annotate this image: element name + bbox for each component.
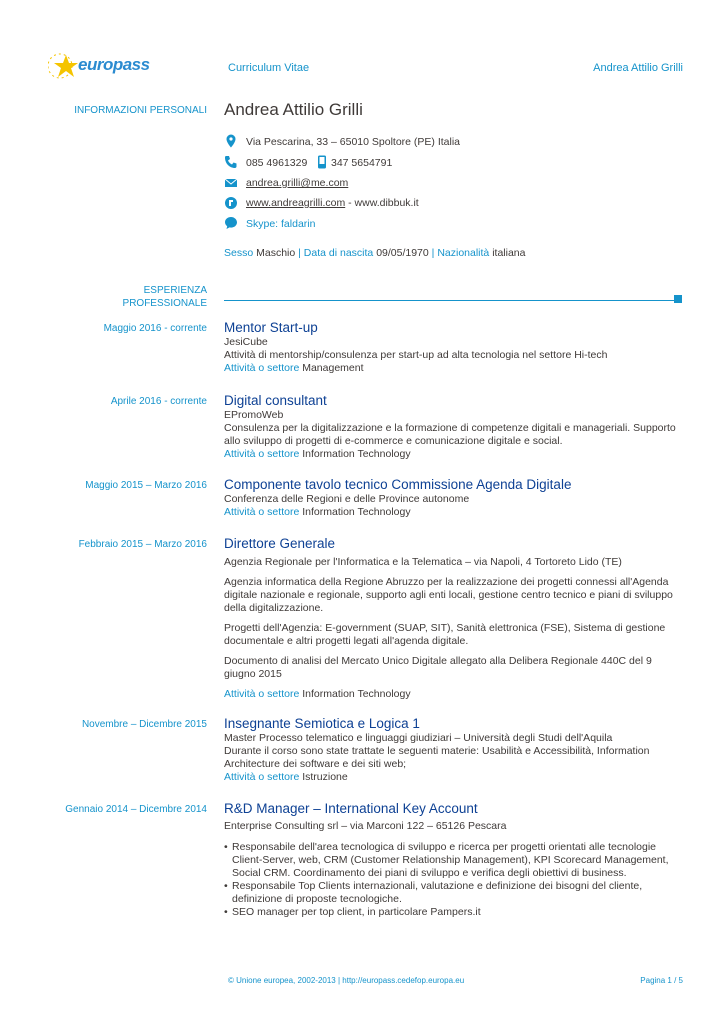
job-paragraph: Documento di analisi del Mercato Unico Digitale allegato alla Delibera Regionale 440C del 9 giugno 2015	[224, 655, 652, 680]
sector-value: Management	[302, 362, 364, 374]
job-title: Insegnante Semiotica e Logica 1	[224, 716, 420, 731]
job-entry	[224, 320, 684, 375]
header-person-name: Andrea Attilio Grilli	[593, 62, 683, 74]
logo-text: europass	[78, 55, 150, 74]
section-label-experience	[123, 284, 207, 310]
section-divider-square	[674, 295, 682, 303]
website-rest: - www.dibbuk.it	[345, 197, 419, 209]
job-org: Agenzia Regionale per l'Informatica e la Telematica – via Napoli, 4 Tortoreto Lido (TE)	[224, 556, 622, 568]
list-item: • SEO manager per top client, in particolare Pampers.it	[224, 906, 684, 919]
sector-value: Information Technology	[302, 688, 411, 700]
email-icon	[224, 176, 238, 190]
job-dates: Maggio 2015 – Marzo 2016	[85, 480, 207, 491]
nationality-label: Nazionalità	[437, 247, 490, 259]
sector-label: Attività o settore	[224, 688, 300, 700]
sector-label: Attività o settore	[224, 362, 300, 374]
sector-label: Attività o settore	[224, 506, 300, 518]
sector-value: Information Technology	[302, 448, 411, 460]
sector-label: Attività o settore	[224, 448, 300, 460]
section-label-personal: INFORMAZIONI PERSONALI	[74, 105, 207, 116]
footer-copyright: © Unione europea, 2002-2013 | http://europass.cedefop.europa.eu	[228, 976, 465, 985]
job-sector	[224, 448, 684, 461]
job-title: R&D Manager – International Key Account	[224, 801, 478, 816]
list-item: • Responsabile dell'area tecnologica di sviluppo e ricerca per progetti orientati alle tecnologie Client-Server, web, CRM (Customer Relationship Management), KPI Scorecard Management, Social CRM. Coordinamento dei piani di sviluppo e verifica degli obiettivi di business.	[224, 841, 684, 880]
job-org: Enterprise Consulting srl – via Marconi 122 – 65126 Pescara	[224, 820, 507, 832]
job-title: Componente tavolo tecnico Commissione Agenda Digitale	[224, 477, 572, 492]
job-dates: Maggio 2016 - corrente	[103, 323, 207, 334]
sex-value: Maschio	[256, 247, 296, 259]
section-divider	[224, 300, 676, 301]
sector-label: Attività o settore	[224, 771, 300, 783]
job-sector	[224, 506, 684, 519]
job-org: Conferenza delle Regioni e delle Province autonome	[224, 493, 470, 505]
list-item: • Responsabile Top Clients internazionali, valutazione e definizione dei bisogni del cliente, definizione di proposte tecnologiche.	[224, 880, 684, 906]
dob-label: Data di nascita	[303, 247, 374, 259]
job-paragraph: Progetti dell'Agenzia: E-government (SUAP, SIT), Sanità elettronica (FSE), Sistema di gestione documentale e altri progetti legati all'agenda digitale.	[224, 622, 666, 647]
job-dates: Novembre – Dicembre 2015	[81, 719, 207, 730]
job-sector	[224, 771, 684, 784]
job-org: Master Processo telematico e linguaggi giudiziari – Università degli Studi dell'Aquila	[224, 732, 613, 744]
section-label-line-1: ESPERIENZA	[143, 285, 207, 296]
job-title: Mentor Start-up	[224, 320, 318, 335]
job-entry	[224, 716, 684, 784]
section-label-line-2: PROFESSIONALE	[122, 298, 207, 309]
mobile: 347 5654791	[331, 157, 393, 169]
sex-label: Sesso	[224, 247, 254, 259]
job-org: EPromoWeb	[224, 409, 284, 421]
website-link[interactable]: www.andreagrilli.com	[246, 197, 346, 209]
header-doc-title: Curriculum Vitae	[228, 62, 310, 74]
sector-value: Istruzione	[302, 771, 348, 783]
job-entry	[224, 477, 684, 519]
job-sector	[224, 688, 684, 701]
job-bullets	[224, 841, 684, 919]
sector-value: Information Technology	[302, 506, 411, 518]
job-org: JesiCube	[224, 336, 268, 348]
website-icon	[224, 196, 238, 210]
skype: Skype: faldarin	[246, 218, 316, 230]
phone-icon	[224, 155, 238, 169]
person-name: Andrea Attilio Grilli	[224, 100, 363, 119]
europass-logo	[48, 50, 158, 82]
job-title: Digital consultant	[224, 393, 327, 408]
nationality-value: italiana	[492, 247, 526, 259]
dob-value: 09/05/1970	[376, 247, 429, 259]
address: Via Pescarina, 33 – 65010 Spoltore (PE) Italia	[246, 136, 461, 148]
job-dates: Febbraio 2015 – Marzo 2016	[78, 539, 207, 550]
email-link[interactable]: andrea.grilli@me.com	[246, 177, 349, 189]
job-dates: Gennaio 2014 – Dicembre 2014	[65, 804, 207, 815]
separator: |	[431, 247, 435, 259]
job-desc: Attività di mentorship/consulenza per start-up ad alta tecnologia nel settore Hi-tech	[224, 349, 608, 361]
footer-page-number: Pagina 1 / 5	[640, 976, 683, 985]
job-entry	[224, 536, 684, 701]
job-title: Direttore Generale	[224, 536, 336, 551]
job-dates: Aprile 2016 - corrente	[110, 396, 207, 407]
job-desc: Consulenza per la digitalizzazione e la formazione di competenze digitali e manageriali. Supporto allo sviluppo di progetti di e-commerce e comunicazione digitale e social.	[224, 422, 676, 447]
separator: |	[298, 247, 301, 259]
job-sector	[224, 362, 684, 375]
phone: 085 4961329	[246, 157, 308, 169]
chat-bubble-icon	[224, 216, 238, 230]
mobile-icon	[316, 155, 328, 169]
personal-details-line	[224, 247, 525, 259]
job-entry	[224, 393, 684, 461]
job-entry	[224, 801, 684, 919]
job-paragraph: Agenzia informatica della Regione Abruzzo per la realizzazione dei progetti connessi all'Agenda digitale nazionale e regionale, supporto agli enti locali, gestione centro tecnico e piani di sviluppo della digitalizzazione.	[224, 576, 673, 614]
job-desc: Durante il corso sono state trattate le seguenti materie: Usabilità e Accessibilità, Information Architecture dei software e dei siti web;	[224, 745, 650, 770]
location-icon	[224, 134, 238, 148]
